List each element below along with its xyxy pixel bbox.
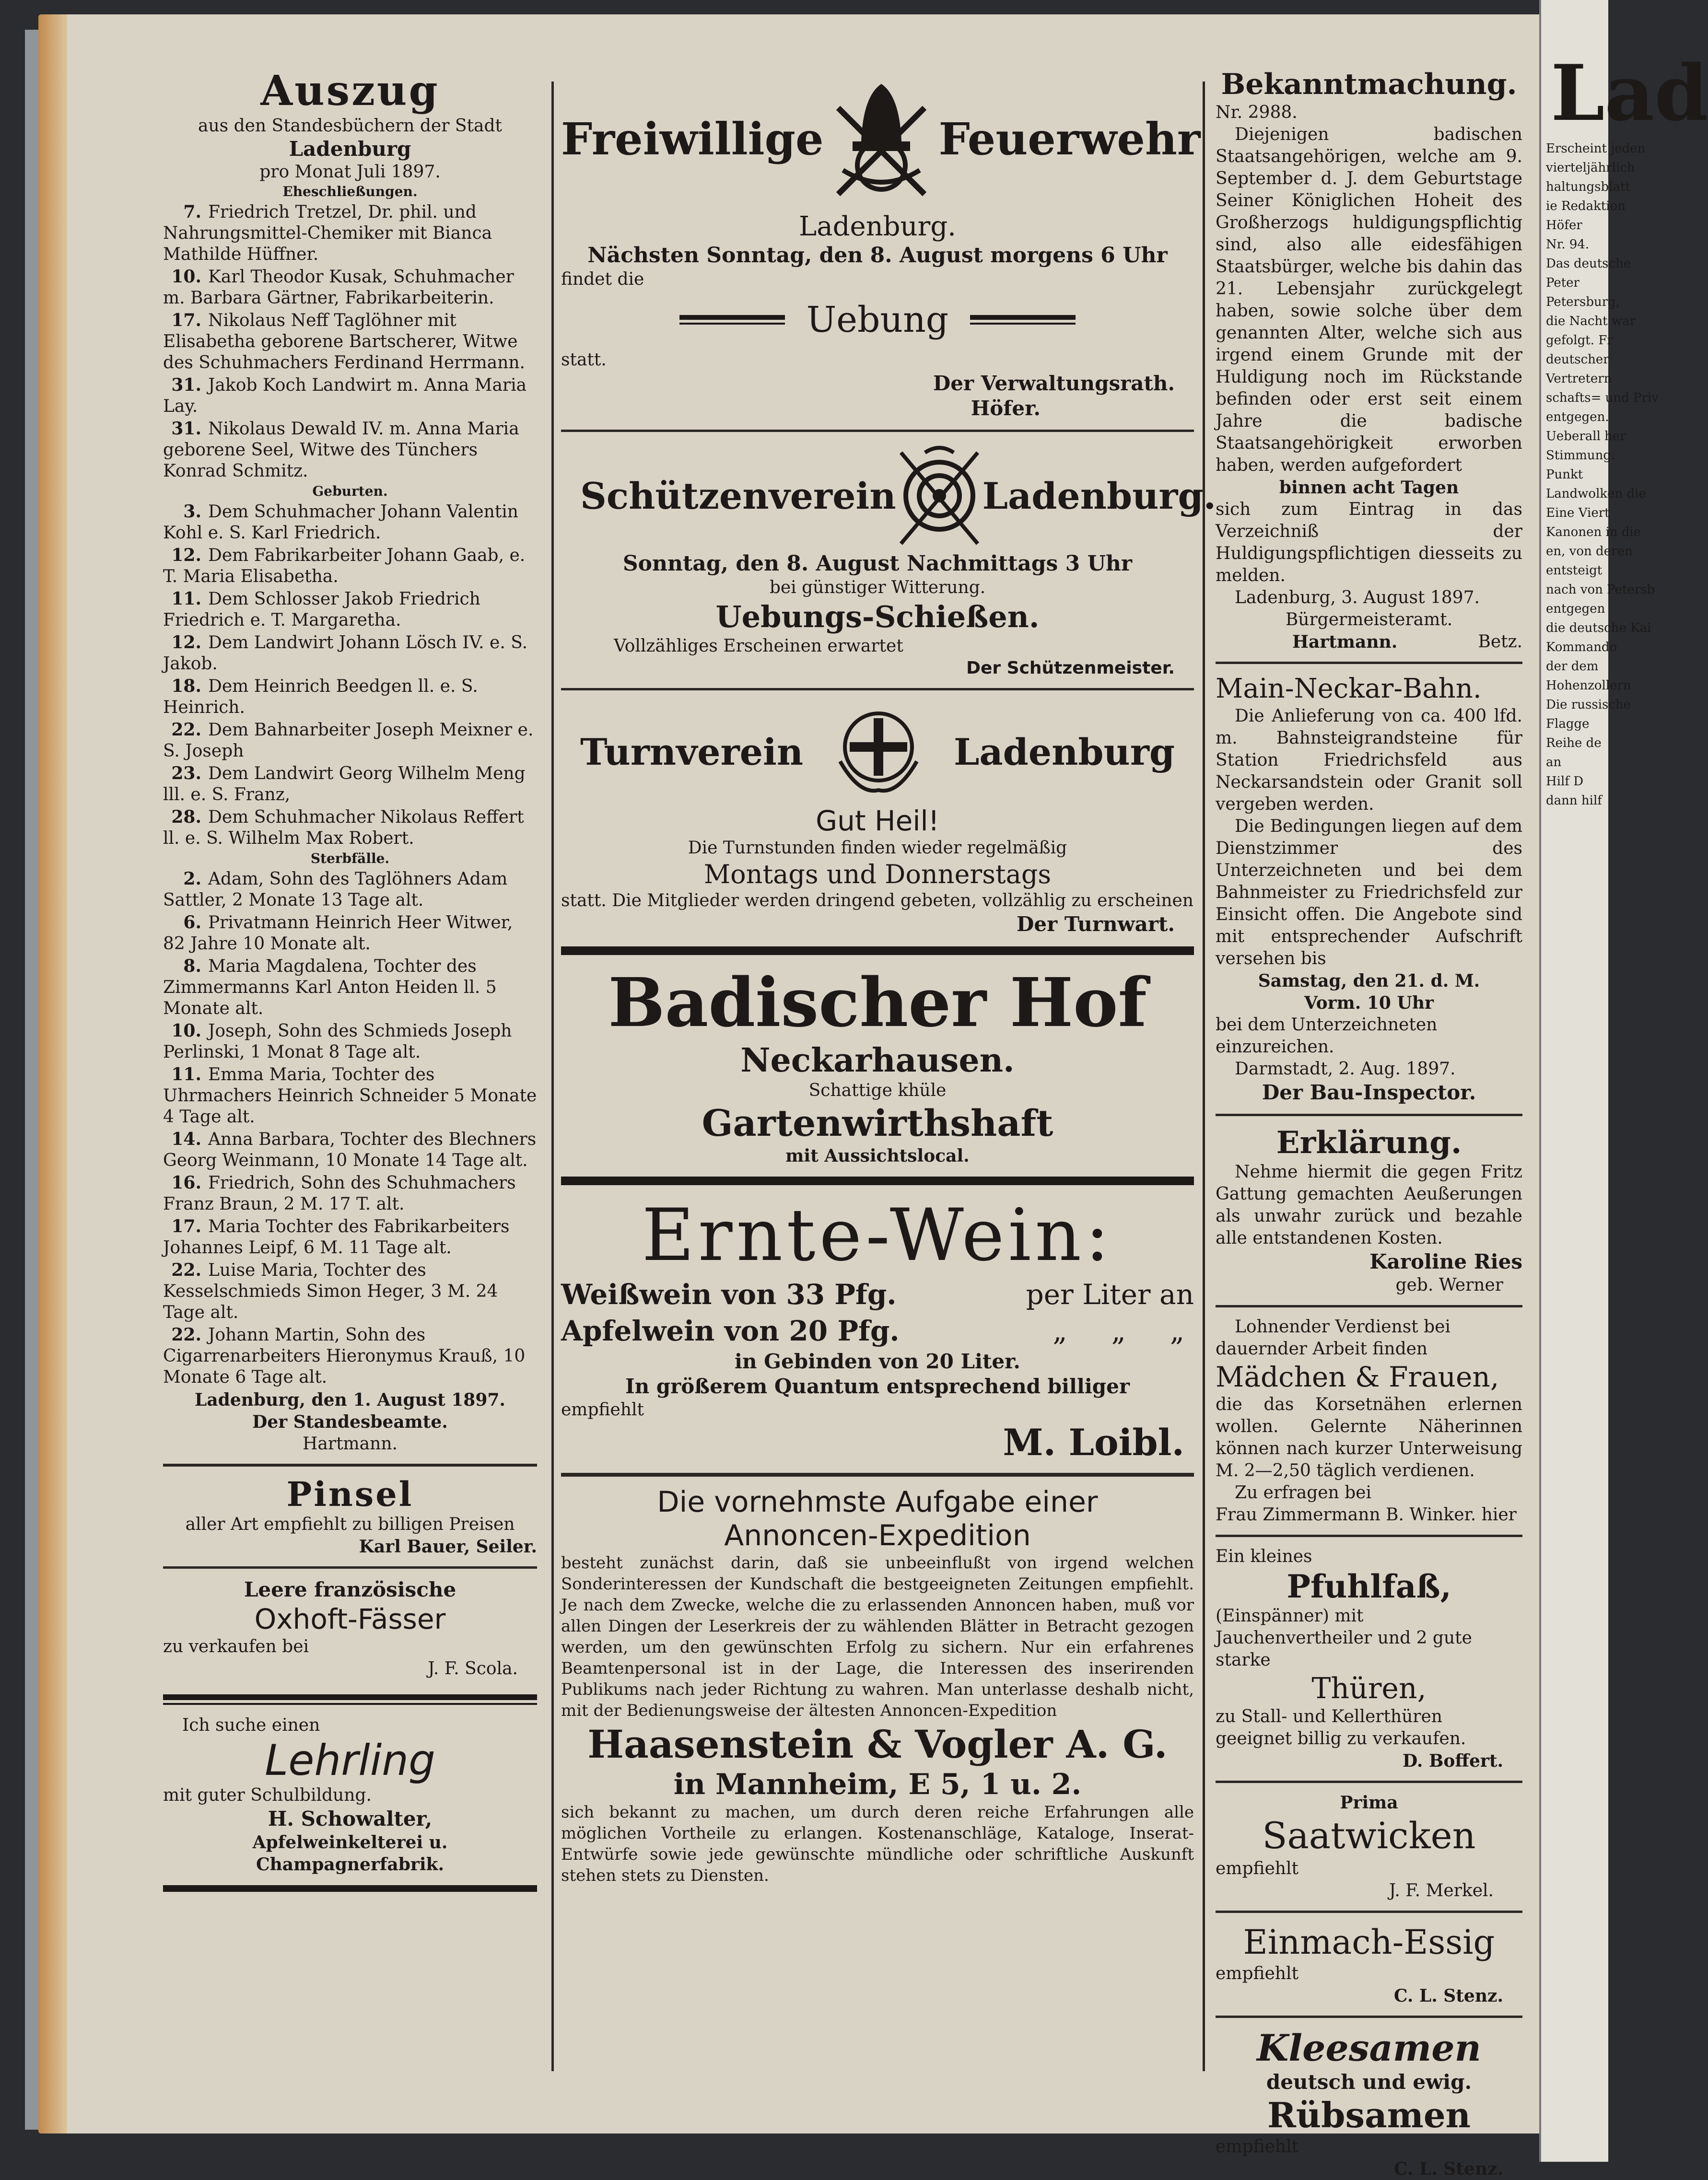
entry-day: 7. [183, 202, 201, 222]
births-heading: Geburten. [312, 483, 388, 499]
register-entry [163, 374, 537, 417]
bekanntmachung-office: Bürgermeisteramt. [1285, 610, 1453, 630]
pfuhlfass-line1: Ein kleines [1216, 1547, 1312, 1566]
maedchen-line2: Zu erfragen bei [1235, 1483, 1371, 1503]
lehrling-title: Lehrling [265, 1736, 435, 1785]
saatwicken-line1: Prima [1340, 1793, 1398, 1813]
column-rule-left [551, 82, 554, 2071]
neighbor-fragment: Höfer [1546, 218, 1582, 233]
entry-text: Dem Fabrikarbeiter Johann Gaab, e. T. Maria Elisabetha. [163, 546, 526, 586]
marriages-list [163, 201, 537, 482]
kleesamen-line1: deutsch und ewig. [1266, 2070, 1472, 2094]
neighbor-fragment: Kanonen in die [1546, 525, 1641, 539]
neighbor-fragment: Peter [1546, 276, 1579, 290]
turnverein-left-word: Turnverein [580, 730, 804, 773]
schuetzenverein-right-word: Ladenburg. [982, 474, 1217, 517]
entry-day: 22. [171, 1325, 201, 1345]
bekanntmachung-sign2: Betz. [1478, 632, 1522, 652]
rule [561, 688, 1194, 690]
saatwicken-sign: J. F. Merkel. [1389, 1881, 1494, 1900]
ernte-wein-row1-a: Weißwein von 33 Pfg. [561, 1278, 897, 1311]
neighbor-masthead: Lad [1551, 48, 1708, 138]
feuerwehr-statt: statt. [561, 350, 607, 370]
rule [1216, 1114, 1522, 1116]
neighbor-fragment: Kommando [1546, 640, 1617, 654]
ernte-wein-line4: In größerem Quantum entsprechend billiger [625, 1375, 1130, 1398]
bekanntmachung-sign: Hartmann. [1292, 632, 1398, 652]
schuetzenverein-line2: bei günstiger Witterung. [769, 578, 986, 597]
kleesamen-line2: empfiehlt [1216, 2137, 1299, 2157]
rule [561, 430, 1194, 432]
kleesamen-title: Kleesamen [1257, 2027, 1481, 2069]
middle-column [561, 67, 1217, 1886]
register-entry [163, 806, 537, 849]
entry-day: 12. [171, 545, 201, 565]
annoncen-firm: Haasenstein & Vogler A. G. [587, 1722, 1168, 1767]
erklaerung-sign: Karoline Ries [1369, 1250, 1522, 1273]
entry-day: 2. [183, 869, 201, 889]
column-rule-right [1203, 82, 1205, 2071]
entry-text: Johann Martin, Sohn des Cigarrenarbeiters Hieronymus Krauß, 10 Monate 6 Tage alt. [163, 1325, 526, 1387]
badischer-hof-line1: Schattige khüle [808, 1081, 947, 1100]
register-entry [163, 588, 537, 631]
erklaerung-body: Nehme hiermit die gegen Fritz Gattung gemachten Aeußerungen als unwahr zurück und bezahle alle entstandenen Kosten. [1216, 1162, 1522, 1248]
neighbor-fragment: der dem [1546, 659, 1599, 674]
pfuhlfass-body: (Einspänner) mit Jauchenvertheiler und 2 gute starke [1216, 1606, 1472, 1670]
oxhoft-line2: zu verkaufen bei [163, 1637, 309, 1656]
annoncen-city: in Mannheim, E 5, 1 u. 2. [673, 1768, 1082, 1801]
auszug-town: Ladenburg [289, 137, 411, 161]
entry-day: 23. [171, 763, 201, 783]
bekanntmachung-nr: Nr. 2988. [1216, 103, 1298, 122]
bekanntmachung-deadline: binnen acht Tagen [1279, 478, 1459, 498]
neighbor-fragment: haltungsblatt [1546, 180, 1630, 194]
turnverein-header [561, 699, 1194, 804]
annoncen-body2: sich bekannt zu machen, um durch deren reiche Erfahrungen alle möglichen Vortheile zu erlangen. Kostenanschläge, Kataloge, Inserat-Entwürfe sowie jede gewünschte mündliche oder schriftliche Auskunft stehen stets zu Diensten. [561, 1803, 1194, 1885]
feuerwehr-uebung: Uebung [806, 299, 949, 340]
entry-text: Nikolaus Dewald IV. m. Anna Maria geborene Seel, Witwe des Tünchers Konrad Schmitz. [163, 419, 519, 481]
neighbor-fragment: vierteljährlich [1546, 161, 1635, 175]
entry-text: Maria Tochter des Fabrikarbeiters Johannes Leipf, 6 M. 11 Tage alt. [163, 1217, 510, 1258]
pinsel-line1: aller Art empfiehlt zu billigen Preisen [185, 1515, 515, 1534]
pinsel-title: Pinsel [286, 1474, 414, 1514]
ernte-wein-row2-b: „ „ „ [1053, 1315, 1184, 1347]
deaths-heading: Sterbfälle. [310, 851, 390, 866]
neighbor-fragment: Vertretern [1546, 372, 1612, 386]
ernte-wein-row1 [561, 1276, 1194, 1313]
rule [970, 315, 1076, 325]
neighbor-fragment: deutscher [1546, 352, 1609, 367]
main-neckar-body: Die Anlieferung von ca. 400 lfd. m. Bahnsteigrandsteine für Station Friedrichsfeld aus Neckarsandstein oder Granit soll vergeben werden. [1216, 706, 1522, 814]
register-entry [163, 201, 537, 265]
register-entry [163, 418, 537, 482]
entry-day: 31. [171, 419, 201, 439]
register-entry [163, 912, 537, 955]
marriages-heading: Eheschließungen. [282, 184, 418, 199]
register-entry [163, 1324, 537, 1388]
neighbor-fragment: Die russische [1546, 698, 1631, 712]
bekanntmachung-date: Ladenburg, 3. August 1897. [1235, 588, 1480, 607]
lehrling-line3: H. Schowalter, [268, 1807, 433, 1830]
entry-text: Privatmann Heinrich Heer Witwer, 82 Jahre 10 Monate alt. [163, 913, 513, 954]
neighbor-fragment: schafts= und Priv [1546, 391, 1659, 405]
neighbor-fragment: die deutsche Kai [1546, 621, 1651, 635]
register-entry [163, 1020, 537, 1063]
entry-text: Luise Maria, Tochter des Kesselschmieds Simon Heger, 3 M. 24 Tage alt. [163, 1260, 498, 1322]
turnverein-gutheil: Gut Heil! [816, 804, 939, 837]
erklaerung-title: Erklärung. [1276, 1125, 1462, 1161]
maedchen-body: die das Korsetnähen erlernen wollen. Gelernte Näherinnen können nach kurzer Unterweisung M. 2—2,50 täglich verdienen. [1216, 1395, 1522, 1481]
main-neckar-title: Main-Neckar-Bahn. [1216, 673, 1482, 704]
register-entry [163, 676, 537, 718]
entry-day: 28. [171, 807, 201, 827]
entry-day: 10. [171, 1021, 201, 1041]
neighbor-fragment: Punkt [1546, 467, 1583, 482]
register-entry [163, 1064, 537, 1128]
neighbor-fragment: Ueberall her [1546, 429, 1626, 443]
feuerwehr-line1: Nächsten Sonntag, den 8. August morgens 6 Uhr [587, 243, 1168, 268]
rule [1216, 1535, 1522, 1537]
ernte-wein-line5: empfiehlt [561, 1400, 644, 1420]
fire-helmet-icon [824, 74, 939, 204]
entry-day: 22. [171, 1260, 201, 1280]
rule [1216, 662, 1522, 664]
rule [561, 1473, 1194, 1477]
einmach-essig-line1: empfiehlt [1216, 1964, 1299, 1983]
turner-cross-icon [831, 704, 926, 800]
pinsel-line2: Karl Bauer, Seiler. [359, 1537, 537, 1557]
lehrling-line1: Ich suche einen [182, 1715, 320, 1735]
rule [1216, 1911, 1522, 1913]
neighbor-fragment: Das deutsche [1546, 256, 1631, 271]
saatwicken-title: Saatwicken [1262, 1814, 1476, 1857]
entry-day: 31. [171, 375, 201, 395]
neighbor-fragment: Petersburg, [1546, 295, 1620, 309]
badischer-hof-garden: Gartenwirthshaft [702, 1102, 1053, 1144]
lehrling-line4: Apfelweinkelterei u. Champagnerfabrik. [252, 1832, 448, 1875]
feuerwehr-sign: Der Verwaltungsrath. [933, 372, 1175, 395]
register-entry [163, 1216, 537, 1259]
oxhoft-title: Oxhoft-Fässer [254, 1603, 446, 1635]
entry-text: Dem Bahnarbeiter Joseph Meixner e. S. Joseph [163, 720, 534, 761]
schuetzenverein-title: Uebungs-Schießen. [715, 599, 1040, 634]
entry-text: Friedrich, Sohn des Schuhmachers Franz Braun, 2 M. 17 T. alt. [163, 1173, 516, 1214]
schuetzenverein-line1: Sonntag, den 8. August Nachmittags 3 Uhr [622, 551, 1133, 576]
rule [163, 1464, 537, 1467]
entry-text: Anna Barbara, Tochter des Blechners Georg Weinmann, 10 Monate 14 Tage alt. [163, 1130, 537, 1170]
deaths-list [163, 868, 537, 1388]
entry-day: 17. [171, 1216, 201, 1236]
badischer-hof-town: Neckarhausen. [740, 1041, 1015, 1080]
neighbor-fragment: entgegen [1546, 602, 1605, 616]
turnverein-line3: statt. Die Mitglieder werden dringend gebeten, vollzählig zu erscheinen [561, 891, 1193, 910]
entry-text: Nikolaus Neff Taglöhner mit Elisabetha geborene Bartscherer, Witwe des Schuhmachers Ferdinand Herrmann. [163, 311, 525, 373]
neighbor-fragment: Stimmung. [1546, 448, 1615, 463]
entry-text: Dem Schlosser Jakob Friedrich Friedrich e. T. Margaretha. [163, 589, 480, 630]
feuerwehr-sign2: Höfer. [971, 396, 1041, 420]
pfuhlfass-title: Pfuhlfaß, [1287, 1568, 1451, 1605]
neighbor-page [1539, 0, 1708, 2162]
bekanntmachung-body: Diejenigen badischen Staatsangehörigen, welche am 9. September d. J. dem Geburtstage Seiner Königlichen Hoheit des Großherzogs huldigungspflichtig sind, also alle eidesfähigen Staatsbürger, welche bis dahin das 21. Lebensjahr zurückgelegt haben, sowie solche über dem genannten Alter, welche sich aus irgend einem Grunde mit der Huldigung noch im Rückstande befinden oder erst seit einem Jahre die badische Staatsangehörigkeit erworben haben, werden aufgefordert [1216, 125, 1522, 475]
entry-day: 11. [171, 589, 201, 609]
register-entry [163, 545, 537, 587]
feuerwehr-right-word: Feuerwehr [938, 113, 1201, 165]
feuerwehr-uebung-row [561, 299, 1194, 340]
schuetzenverein-line3: Vollzähliges Erscheinen erwartet [614, 636, 903, 656]
feuerwehr-left-word: Freiwillige [561, 113, 824, 165]
lehrling-line2: mit guter Schulbildung. [163, 1785, 372, 1805]
entry-text: Dem Landwirt Georg Wilhelm Meng lll. e. S. Franz, [163, 764, 526, 804]
entry-day: 8. [183, 956, 201, 976]
schuetzenverein-left-word: Schützenverein [580, 474, 896, 517]
oxhoft-line1: Leere französische [244, 1578, 456, 1601]
feuerwehr-header [561, 67, 1201, 211]
bekanntmachung-title: Bekanntmachung. [1221, 68, 1517, 101]
neighbor-fragment: Nr. 94. [1546, 237, 1590, 252]
feuerwehr-town: Ladenburg. [799, 211, 956, 242]
rule [679, 315, 785, 325]
neighbor-fragment: dann hilf [1546, 793, 1602, 808]
main-neckar-body2: Die Bedingungen liegen auf dem Dienstzimmer des Unterzeichneten und bei dem Bahnmeister zu Friedrichsfeld zur Einsicht offen. Die Angebote sind mit entsprechender Aufschrift versehen bis [1216, 816, 1522, 968]
ernte-wein-title: Ernte-Wein: [642, 1194, 1113, 1277]
right-column [1216, 67, 1522, 2180]
register-entry [163, 868, 537, 911]
entry-text: Maria Magdalena, Tochter des Zimmermanns Karl Anton Heiden ll. 5 Monate alt. [163, 956, 497, 1018]
entry-day: 10. [171, 267, 201, 287]
pfuhlfass-title2: Thüren, [1311, 1672, 1427, 1705]
bekanntmachung-signs [1216, 631, 1522, 653]
ernte-wein-sign: M. Loibl. [1003, 1421, 1184, 1464]
register-entry [163, 1259, 537, 1323]
register-entry [163, 632, 537, 675]
pfuhlfass-body2: zu Stall- und Kellerthüren geeignet billig zu verkaufen. [1216, 1707, 1466, 1749]
entry-text: Adam, Sohn des Taglöhners Adam Sattler, 2 Monate 13 Tage alt. [163, 869, 508, 910]
entry-text: Friedrich Tretzel, Dr. phil. und Nahrungsmittel-Chemiker mit Bianca Mathilde Hüffner. [163, 202, 492, 264]
neighbor-fragment: Eine Viert [1546, 506, 1610, 520]
saatwicken-line2: empfiehlt [1216, 1859, 1299, 1878]
main-neckar-deadline1: Samstag, den 21. d. M. [1258, 971, 1480, 991]
entry-day: 17. [171, 310, 201, 330]
neighbor-fragment: en, von deren [1546, 544, 1633, 559]
maedchen-title: Mädchen & Frauen, [1216, 1361, 1499, 1393]
register-entry [163, 501, 537, 544]
bekanntmachung-body2: sich zum Eintrag in das Verzeichniß der Huldigungspflichtigen diesseits zu melden. [1216, 500, 1522, 585]
einmach-essig-title: Einmach-Essig [1243, 1923, 1495, 1962]
entry-day: 6. [183, 912, 201, 933]
turnverein-line1: Die Turnstunden finden wieder regelmäßig [688, 838, 1067, 858]
register-entry [163, 310, 537, 373]
turnverein-line2: Montags und Donnerstags [703, 859, 1052, 889]
einmach-essig-sign: C. L. Stenz. [1393, 1986, 1503, 2006]
register-entry [163, 266, 537, 309]
entry-day: 16. [171, 1173, 201, 1193]
entry-day: 12. [171, 632, 201, 653]
neighbor-fragment: Erscheint jeden [1546, 141, 1646, 156]
auszug-month: pro Monat Juli 1897. [259, 162, 441, 182]
neighbor-fragments [1541, 140, 1659, 809]
neighbor-fragment: nach von Petersb [1546, 583, 1655, 597]
ernte-wein-row2 [561, 1313, 1194, 1349]
rule [163, 1566, 537, 1569]
ernte-wein-row2-a: Apfelwein von 20 Pfg. [561, 1315, 900, 1347]
feuerwehr-line2: findet die [561, 269, 644, 289]
auszug-dateline: Ladenburg, den 1. August 1897. [195, 1390, 505, 1410]
entry-day: 14. [171, 1129, 201, 1149]
left-column [163, 67, 537, 1901]
annoncen-body: besteht zunächst darin, daß sie unbeeinflußt von irgend welchen Sonderinteressen der Kundschaft die bestgeeigneten Zeitungen empfiehlt. Je nach dem Zwecke, welche die zu erlassenden Annoncen haben, muß vor allen Dingen der Leserkreis der zu wählenden Blätter in Betracht gezogen werden, um den gewünschten Erfolg zu sichern. Nur ein erfahrenes Beamtenpersonal ist in der Lage, die Interessen des inserirenden Publikums nach jeder Richtung zu wahren. Man unterlasse deshalb nicht, mit der Bedienungsweise der ältesten Annoncen-Expedition [561, 1553, 1194, 1720]
register-entry [163, 763, 537, 805]
ernte-wein-row1-b: per Liter an [1026, 1278, 1194, 1311]
badischer-hof-title: Badischer Hof [608, 964, 1147, 1042]
kleesamen-title2: Rübsamen [1267, 2095, 1471, 2135]
neighbor-fragment: gefolgt. Fr [1546, 333, 1613, 348]
neighbor-fragment: die Nacht war [1546, 314, 1636, 328]
rule [561, 1177, 1194, 1185]
oxhoft-line3: J. F. Scola. [428, 1659, 518, 1679]
entry-text: Karl Theodor Kusak, Schuhmacher m. Barbara Gärtner, Fabrikarbeiterin. [163, 267, 514, 308]
page-edge [38, 14, 67, 2133]
badischer-hof-line2: mit Aussichtslocal. [785, 1146, 970, 1166]
auszug-official-name: Hartmann. [303, 1434, 398, 1454]
rule [163, 1885, 537, 1892]
auszug-title: Auszug [260, 67, 440, 115]
neighbor-fragment: Hilf D [1546, 774, 1584, 789]
rule [1216, 1781, 1522, 1783]
register-entry [163, 956, 537, 1019]
kleesamen-sign: C. L. Stenz. [1393, 2159, 1503, 2179]
target-emblem-icon [896, 443, 983, 548]
maedchen-line1: Lohnender Verdienst bei dauernder Arbeit finden [1216, 1317, 1451, 1359]
entry-text: Emma Maria, Tochter des Uhrmachers Heinrich Schneider 5 Monate 4 Tage alt. [163, 1065, 537, 1127]
pfuhlfass-sign: D. Boffert. [1402, 1751, 1503, 1771]
entry-text: Dem Landwirt Johann Lösch IV. e. S. Jakob. [163, 633, 528, 674]
main-neckar-date: Darmstadt, 2. Aug. 1897. [1235, 1059, 1456, 1079]
entry-day: 3. [183, 501, 201, 522]
neighbor-fragment: Reihe de [1546, 736, 1602, 750]
entry-text: Dem Schuhmacher Nikolaus Reffert ll. e. S. Wilhelm Max Robert. [163, 807, 524, 848]
register-entry [163, 1172, 537, 1215]
turnverein-sign: Der Turnwart. [1016, 912, 1175, 936]
neighbor-fragment: Hohenzollern [1546, 678, 1631, 693]
rule [1216, 2016, 1522, 2018]
annoncen-title2: Annoncen-Expedition [724, 1519, 1031, 1552]
auszug-official: Der Standesbeamte. [252, 1412, 448, 1432]
neighbor-fragment: ie Redaktion [1546, 199, 1626, 213]
erklaerung-sign2: geb. Werner [1395, 1275, 1503, 1295]
schuetzenverein-sign: Der Schützenmeister. [966, 658, 1175, 678]
neighbor-fragment: Flagge [1546, 717, 1590, 731]
neighbor-fragment: entsteigt [1546, 563, 1603, 578]
births-list [163, 501, 537, 849]
entry-text: Dem Schuhmacher Johann Valentin Kohl e. S. Karl Friedrich. [163, 502, 518, 543]
entry-day: 11. [171, 1064, 201, 1084]
ernte-wein-line3: in Gebinden von 20 Liter. [735, 1350, 1020, 1373]
auszug-subtitle: aus den Standesbüchern der Stadt [198, 116, 502, 136]
main-neckar-body3: bei dem Unterzeichneten einzureichen. [1216, 1015, 1438, 1057]
turnverein-right-word: Ladenburg [953, 730, 1175, 773]
rule [1216, 1305, 1522, 1307]
entry-text: Joseph, Sohn des Schmieds Joseph Perlinski, 1 Monat 8 Tage alt. [163, 1021, 512, 1062]
neighbor-fragment: entgegen. [1546, 410, 1609, 424]
annoncen-title1: Die vornehmste Aufgabe einer [657, 1485, 1098, 1519]
entry-day: 22. [171, 720, 201, 740]
main-neckar-deadline2: Vorm. 10 Uhr [1304, 993, 1434, 1013]
register-entry [163, 1129, 537, 1171]
register-entry [163, 719, 537, 762]
rule [561, 946, 1194, 955]
entry-text: Jakob Koch Landwirt m. Anna Maria Lay. [163, 375, 527, 416]
main-neckar-sign: Der Bau-Inspector. [1262, 1081, 1476, 1104]
schuetzenverein-header [561, 441, 1217, 551]
entry-text: Dem Heinrich Beedgen ll. e. S. Heinrich. [163, 676, 478, 717]
neighbor-fragment: an [1546, 755, 1562, 769]
rule [163, 1694, 537, 1705]
maedchen-line3: Frau Zimmermann B. Winker. hier [1216, 1505, 1517, 1525]
entry-day: 18. [171, 676, 201, 696]
neighbor-fragment: Landwolken die [1546, 487, 1646, 501]
